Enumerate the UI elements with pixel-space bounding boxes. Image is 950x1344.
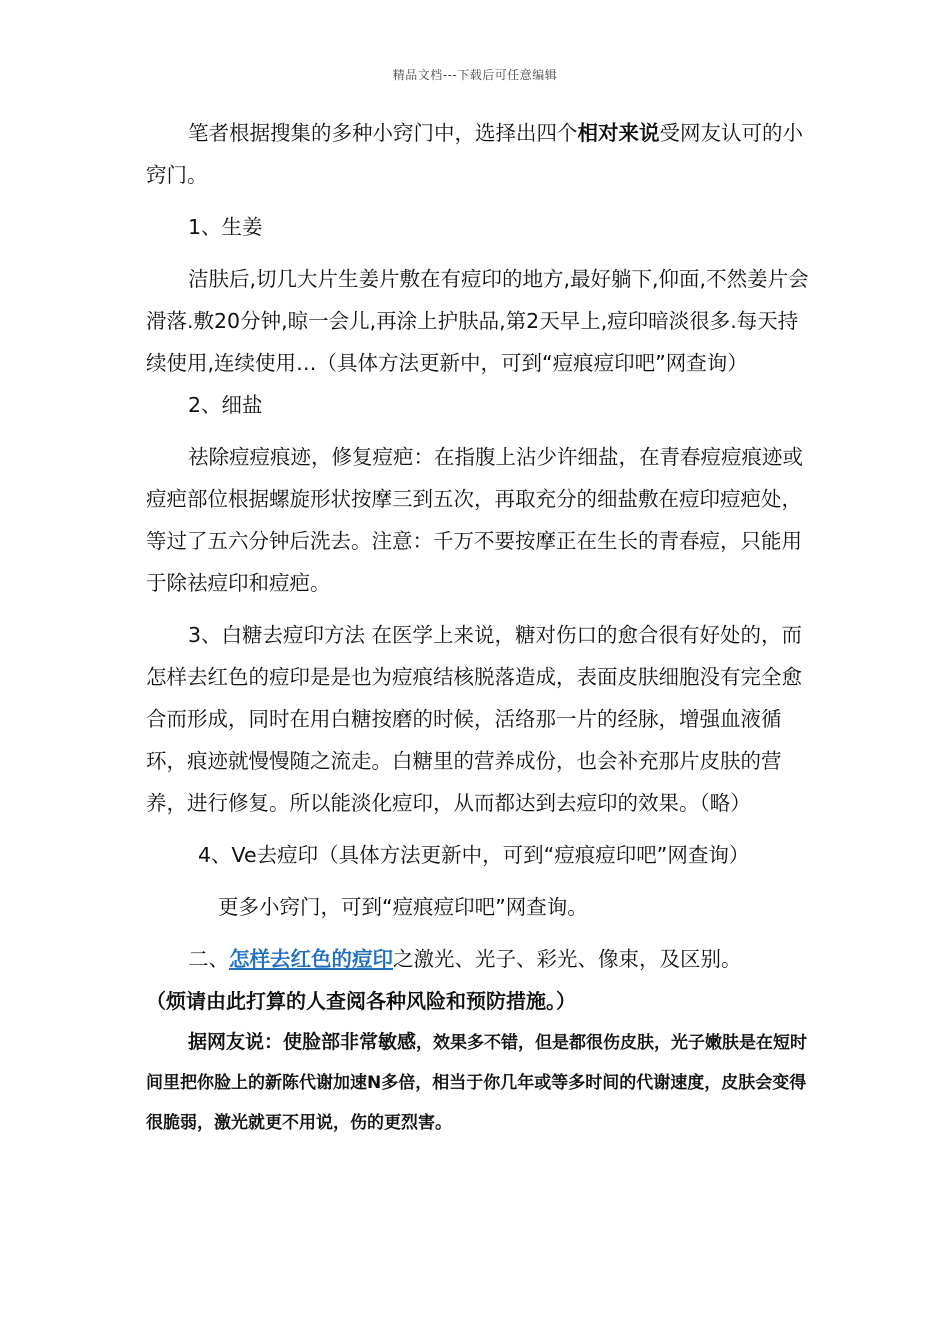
section2-heading bbox=[146, 938, 810, 980]
intro-text-before: 笔者根据搜集的多种小窍门中，选择出四个 bbox=[188, 121, 578, 145]
item4-body: 4、Ve去痘印（具体方法更新中，可到“痘痕痘印吧”网查询） bbox=[198, 843, 750, 867]
item2-title: 2、细盐 bbox=[188, 393, 263, 417]
item2-body: 祛除痘痘痕迹，修复痘疤：在指腹上沾少许细盐，在青春痘痘痕迹或痘疤部位根据螺旋形状按摩三到五次，再取充分的细盐敷在痘印痘疤处，等过了五六分钟后洗去。注意：千万不要按摩正在生长的青春痘，只能用于除祛痘印和痘疤。 bbox=[146, 445, 803, 595]
intro-bold-text: 相对来说 bbox=[577, 121, 660, 145]
item1-title: 1、生姜 bbox=[188, 215, 263, 239]
netizen-quote bbox=[146, 1022, 810, 1143]
intro-text-after: 受网友认可的小窍门。 bbox=[146, 121, 803, 187]
risk-notice: （烦请由此打算的人查阅各种风险和预防措施。） bbox=[146, 989, 576, 1013]
page-header: 精品文档---下载后可任意编辑 bbox=[392, 68, 558, 82]
item3-body: 3、白糖去痘印方法 在医学上来说，糖对伤口的愈合很有好处的，而怎样去红色的痘印是是也为痘痕结核脱落造成，表面皮肤细胞没有完全愈合而形成，同时在用白糖按磨的时候，活络那一片的经脉，增强血液循环，痕迹就慢慢随之流走。白糖里的营养成份，也会补充那片皮肤的营养，进行修复。所以能淡化痘印，从而都达到去痘印的效果。（略） bbox=[146, 623, 803, 815]
section2-prefix: 二、 bbox=[188, 947, 229, 971]
item1-body: 洁肤后,切几大片生姜片敷在有痘印的地方,最好躺下,仰面,不然姜片会滑落.敷20分钟,晾一会儿,再涂上护肤品,第2天早上,痘印暗淡很多.每天持续使用,连续使用…（具体方法更新中，可到“痘痕痘印吧”网查询） bbox=[146, 267, 809, 375]
more-tips-line: 更多小窍门，可到“痘痕痘印吧”网查询。 bbox=[218, 895, 588, 919]
document-body bbox=[146, 112, 810, 1143]
quote-rest: ，效果多不错，但是都很伤皮肤，光子嫩肤是在短时间里把你脸上的新陈代谢加速N多倍，相当于你几年或等多时间的代谢速度，皮肤会变得很脆弱，激光就更不用说，伤的更烈害。 bbox=[146, 1033, 808, 1133]
quote-lead: 据网友说：使脸部非常敏感 bbox=[188, 1031, 417, 1053]
intro-paragraph bbox=[146, 112, 810, 196]
section2-suffix: 之激光、光子、彩光、像束，及区别。 bbox=[393, 947, 742, 971]
section2-link[interactable]: 怎样去红色的痘印 bbox=[229, 947, 393, 971]
